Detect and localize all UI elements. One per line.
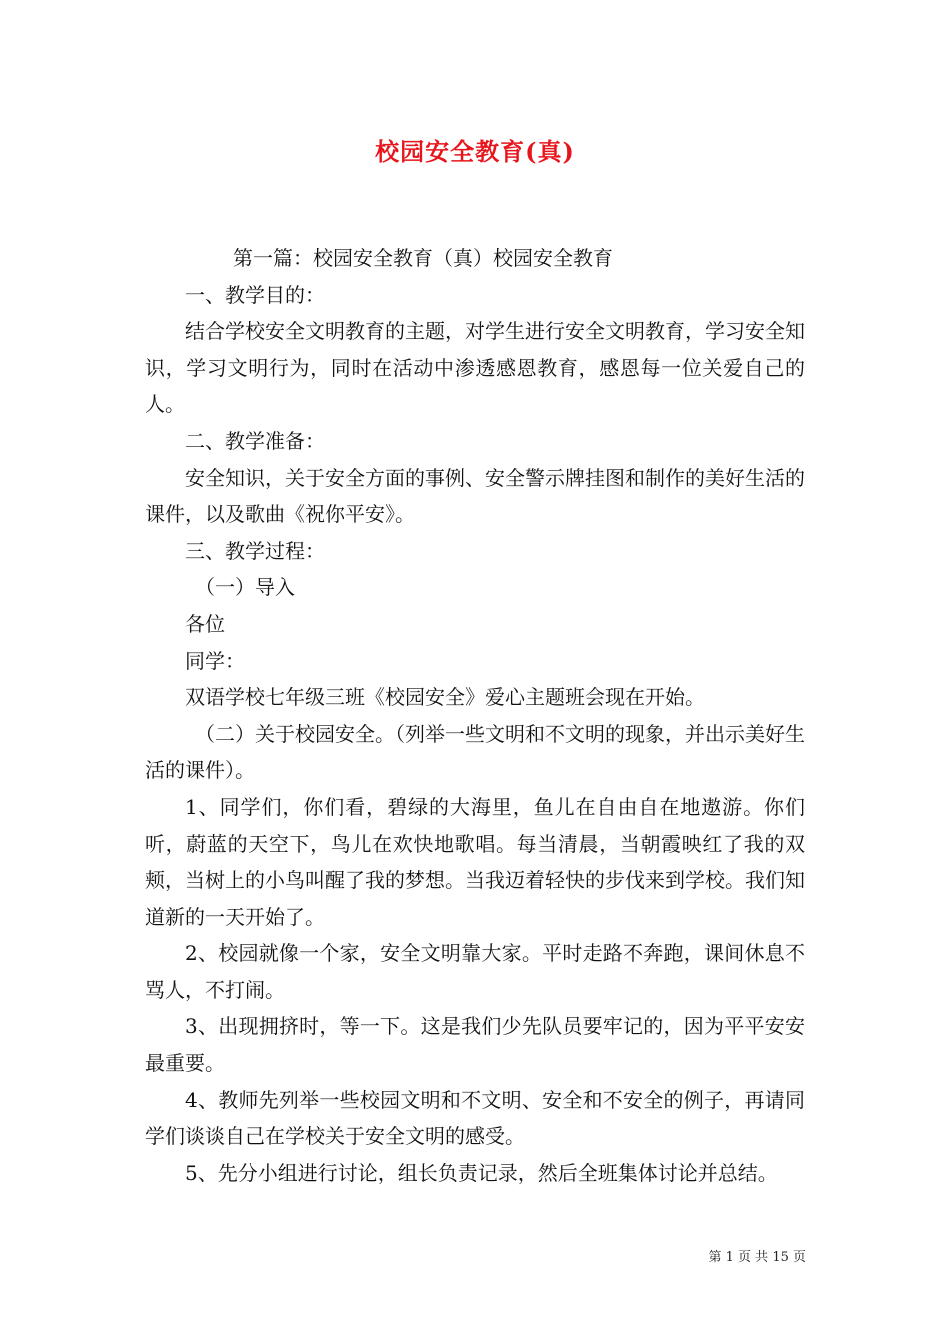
paragraph: 安全知识，关于安全方面的事例、安全警示牌挂图和制作的美好生活的课件，以及歌曲《祝你平安》。 <box>145 465 805 527</box>
paragraph: 1、同学们，你们看，碧绿的大海里，鱼儿在自由自在地遨游。你们听，蔚蓝的天空下，鸟儿在欢快地歌唱。每当清晨，当朝霞映红了我的双颊，当树上的小鸟叫醒了我的梦想。当我迈着轻快的步伐来到学校。我们知道新的一天开始了。 <box>145 794 805 929</box>
document-body <box>145 240 805 1191</box>
paragraph: 各位 <box>185 611 225 636</box>
paragraph: 二、教学准备： <box>185 428 325 453</box>
paragraph: 双语学校七年级三班《校园安全》爱心主题班会现在开始。 <box>185 685 705 710</box>
page-number: 第 1 页 共 15 页 <box>708 1250 806 1265</box>
document-title: 校园安全教育(真) <box>375 137 575 166</box>
paragraph: 同学： <box>185 648 245 673</box>
paragraph: 结合学校安全文明教育的主题，对学生进行安全文明教育，学习安全知识，学习文明行为，同时在活动中渗透感恩教育，感恩每一位关爱自己的人。 <box>145 319 805 417</box>
paragraph: 4、教师先列举一些校园文明和不文明、安全和不安全的例子，再请同学们谈谈自己在学校关于安全文明的感受。 <box>145 1087 805 1149</box>
paragraph: 5、先分小组进行讨论，组长负责记录，然后全班集体讨论并总结。 <box>185 1160 778 1185</box>
paragraph: 三、教学过程： <box>185 538 325 563</box>
paragraph: 3、出现拥挤时，等一下。这是我们少先队员要牢记的，因为平平安安最重要。 <box>145 1014 805 1076</box>
paragraph: （一）导入 <box>195 575 295 600</box>
paragraph: 2、校园就像一个家，安全文明靠大家。平时走路不奔跑，课间休息不骂人，不打闹。 <box>145 941 805 1002</box>
paragraph: 一、教学目的： <box>185 282 325 307</box>
section-heading: 第一篇：校园安全教育（真）校园安全教育 <box>233 246 613 270</box>
paragraph: （二）关于校园安全。（列举一些文明和不文明的现象，并出示美好生活的课件）。 <box>145 721 805 783</box>
